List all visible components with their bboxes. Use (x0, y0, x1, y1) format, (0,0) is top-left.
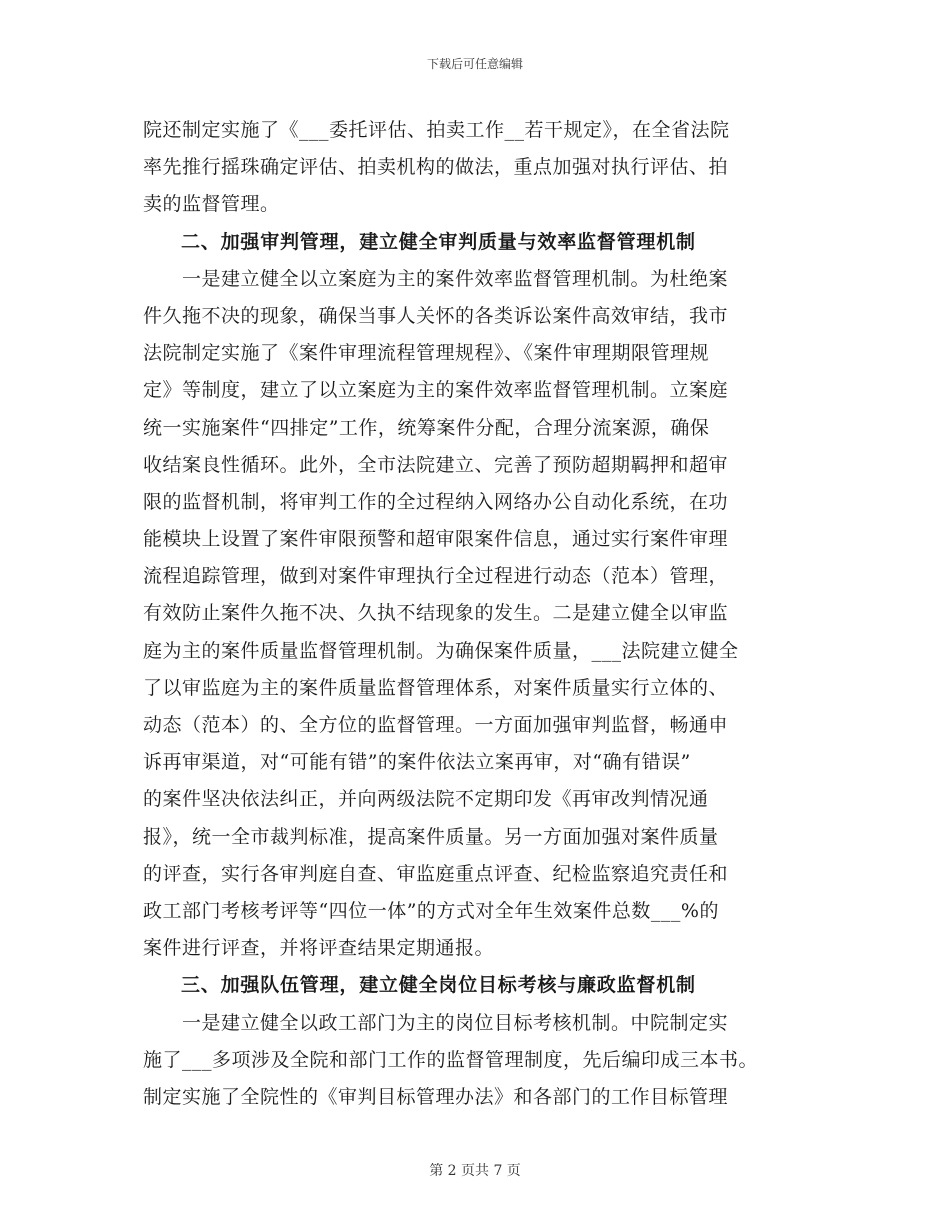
paragraph-line: 收结案良性循环。此外，全市法院建立、完善了预防超期羁押和超审 (143, 453, 729, 476)
paragraph-line: 制定实施了全院性的《审判目标管理办法》和各部门的工作目标管理 (143, 1085, 729, 1108)
page-header: 下载后可任意编辑 (426, 57, 523, 71)
paragraph-line: 一是建立健全以立案庭为主的案件效率监督管理机制。为杜绝案 (143, 267, 729, 290)
page-footer: 第 2 页共 7 页 (429, 1163, 521, 1179)
paragraph-line: 施了___多项涉及全院和部门工作的监督管理制度，先后编印成三本书。 (143, 1048, 759, 1071)
paragraph-line: 政工部门考核考评等“四位一体”的方式对全年生效案件总数___%的 (143, 899, 719, 922)
paragraph-line: 能模块上设置了案件审限预警和超审限案件信息，通过实行案件审理 (143, 528, 729, 551)
paragraph-line: 庭为主的案件质量监督管理机制。为确保案件质量，___法院建立健全 (143, 639, 739, 662)
paragraph-line: 了以审监庭为主的案件质量监督管理体系，对案件质量实行立体的、 (143, 676, 729, 699)
paragraph-line: 统一实施案件“四排定”工作，统筹案件分配，合理分流案源，确保 (143, 416, 710, 439)
paragraph-line: 院还制定实施了《___委托评估、拍卖工作__若干规定》，在全省法院 (143, 119, 730, 141)
paragraph-line: 动态（范本）的、全方位的监督管理。一方面加强审判监督，畅通申 (143, 714, 729, 736)
paragraph-line: 的案件坚决依法纠正，并向两级法院不定期印发《再审改判情况通 (143, 788, 709, 811)
paragraph-line: 诉再审渠道，对“可能有错”的案件依法立案再审，对“确有错误” (143, 751, 691, 774)
paragraph-line: 报》，统一全市裁判标准，提高案件质量。另一方面加强对案件质量 (143, 825, 719, 848)
paragraph-line: 有效防止案件久拖不决、久执不结现象的发生。二是建立健全以审监 (143, 602, 729, 625)
paragraph-line: 限的监督机制，将审判工作的全过程纳入网络办公自动化系统，在功 (143, 490, 729, 513)
paragraph-line: 的评查，实行各审判庭自查、审监庭重点评查、纪检监察追究责任和 (143, 862, 729, 885)
document-body (143, 112, 813, 1116)
section-heading: 三、加强队伍管理，建立健全岗位目标考核与廉政监督机制 (181, 974, 696, 997)
paragraph-line: 案件进行评查，并将评查结果定期通报。 (143, 937, 495, 960)
paragraph-line: 卖的监督管理。 (143, 193, 280, 216)
section-heading: 二、加强审判管理，建立健全审判质量与效率监督管理机制 (181, 230, 696, 253)
paragraph-line: 一是建立健全以政工部门为主的岗位目标考核机制。中院制定实 (143, 1011, 729, 1034)
paragraph-line: 率先推行摇珠确定评估、拍卖机构的做法，重点加强对执行评估、拍 (143, 156, 729, 179)
paragraph-line: 流程追踪管理，做到对案件审理执行全过程进行动态（范本）管理， (143, 565, 729, 588)
paragraph-line: 件久拖不决的现象，确保当事人关怀的各类诉讼案件高效审结，我市 (143, 304, 729, 327)
paragraph-line: 定》等制度，建立了以立案庭为主的案件效率监督管理机制。立案庭 (143, 379, 729, 402)
paragraph-line: 法院制定实施了《案件审理流程管理规程》、《案件审理期限管理规 (143, 342, 710, 365)
